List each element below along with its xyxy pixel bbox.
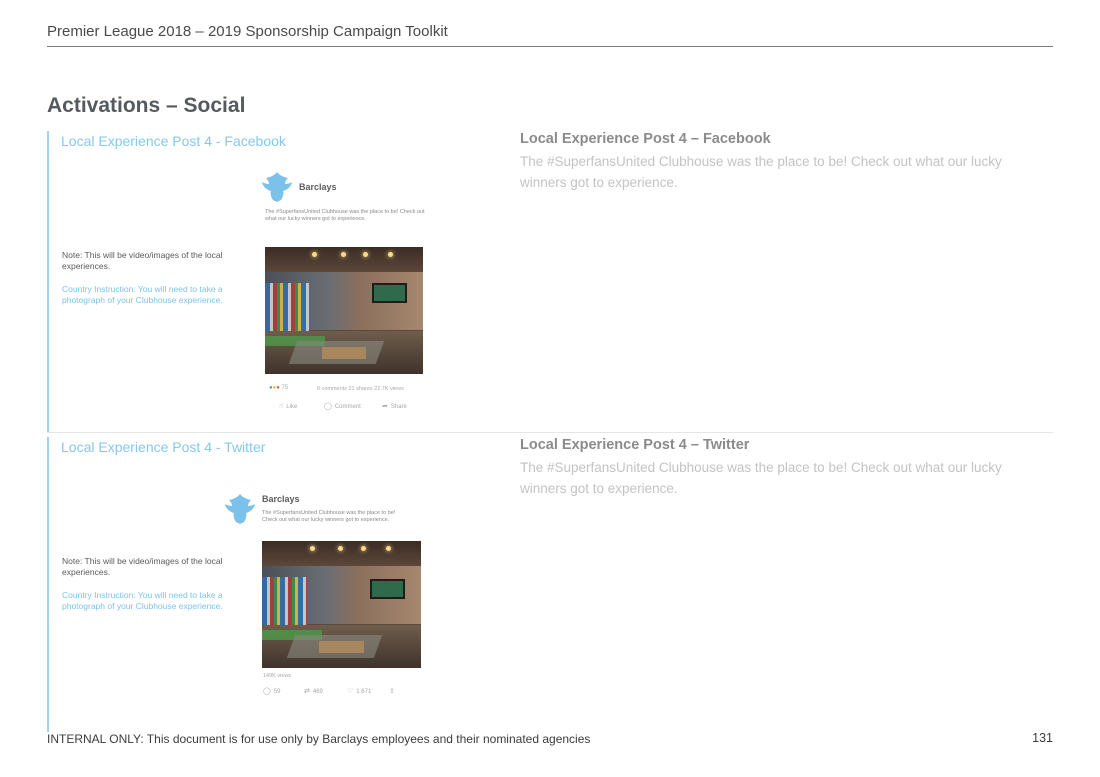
section-label: Local Experience Post 4 - Twitter xyxy=(61,439,266,455)
reaction-count: 75 xyxy=(281,385,289,391)
copy-title: Local Experience Post 4 – Facebook xyxy=(520,131,771,147)
section-label: Local Experience Post 4 - Facebook xyxy=(61,133,286,149)
clubhouse-photo xyxy=(262,541,421,668)
document-header-title: Premier League 2018 – 2019 Sponsorship Campaign Toolkit xyxy=(47,23,448,40)
post-brand-name: Barclays xyxy=(299,182,337,192)
upload-icon: ⇧ xyxy=(389,688,395,695)
note-text: Note: This will be video/images of the local experiences. xyxy=(62,556,223,577)
section-accent-bar xyxy=(47,131,49,432)
share-icon: ➦ xyxy=(382,403,388,410)
header-rule xyxy=(47,46,1053,47)
copy-title: Local Experience Post 4 – Twitter xyxy=(520,437,750,453)
post-stats: 6 comments 21 shares 22.7K views xyxy=(317,386,404,392)
post-text: The #SuperfansUnited Clubhouse was the place to be! Check out what our lucky winners got to experience. xyxy=(265,209,425,222)
view-count: 149K views xyxy=(263,673,292,679)
clubhouse-photo xyxy=(265,247,423,374)
heart-icon: ♡ xyxy=(347,688,354,695)
comment-button[interactable]: ◯ Comment xyxy=(324,403,361,410)
copy-body: The #SuperfansUnited Clubhouse was the place to be! Check out what our lucky winners got to experience. xyxy=(520,154,1002,190)
share-button[interactable]: ➦ Share xyxy=(382,403,407,410)
comment-icon: ◯ xyxy=(324,403,332,410)
like-button[interactable]: ☝ Like xyxy=(279,403,298,410)
upload-button[interactable] xyxy=(389,687,398,695)
page-number: 131 xyxy=(1032,731,1053,745)
like-button[interactable]: ♡ 1 671 xyxy=(347,688,372,695)
copy-body: The #SuperfansUnited Clubhouse was the place to be! Check out what our lucky winners got to experience. xyxy=(520,460,1002,496)
footer-disclaimer: INTERNAL ONLY: This document is for use only by Barclays employees and their nominated agencies xyxy=(47,732,591,746)
section-accent-bar xyxy=(47,437,49,732)
post-brand-name: Barclays xyxy=(262,494,300,504)
reply-icon: ◯ xyxy=(263,688,271,695)
reaction-summary: ●●● 75 xyxy=(269,385,289,391)
barclays-eagle-icon xyxy=(223,492,257,526)
barclays-eagle-icon xyxy=(260,170,294,204)
reaction-icons: ● xyxy=(269,385,273,391)
post-text: The #SuperfansUnited Clubhouse was the place to be! Check out what our lucky winners got to experience. xyxy=(262,510,396,523)
reply-button[interactable]: ◯ 59 xyxy=(263,688,281,695)
country-instruction: Country Instruction: You will need to take a photograph of your Clubhouse experience. xyxy=(62,590,223,611)
retweet-button[interactable]: ⇄ 469 xyxy=(304,688,323,695)
retweet-icon: ⇄ xyxy=(304,688,310,695)
section-divider xyxy=(47,432,1053,433)
section-facebook xyxy=(47,131,1053,432)
page-heading: Activations – Social xyxy=(47,94,246,117)
thumbs-up-icon: ☝ xyxy=(279,403,284,410)
note-text: Note: This will be video/images of the local experiences. xyxy=(62,250,223,271)
section-twitter xyxy=(47,437,1053,732)
country-instruction: Country Instruction: You will need to take a photograph of your Clubhouse experience. xyxy=(62,284,223,305)
